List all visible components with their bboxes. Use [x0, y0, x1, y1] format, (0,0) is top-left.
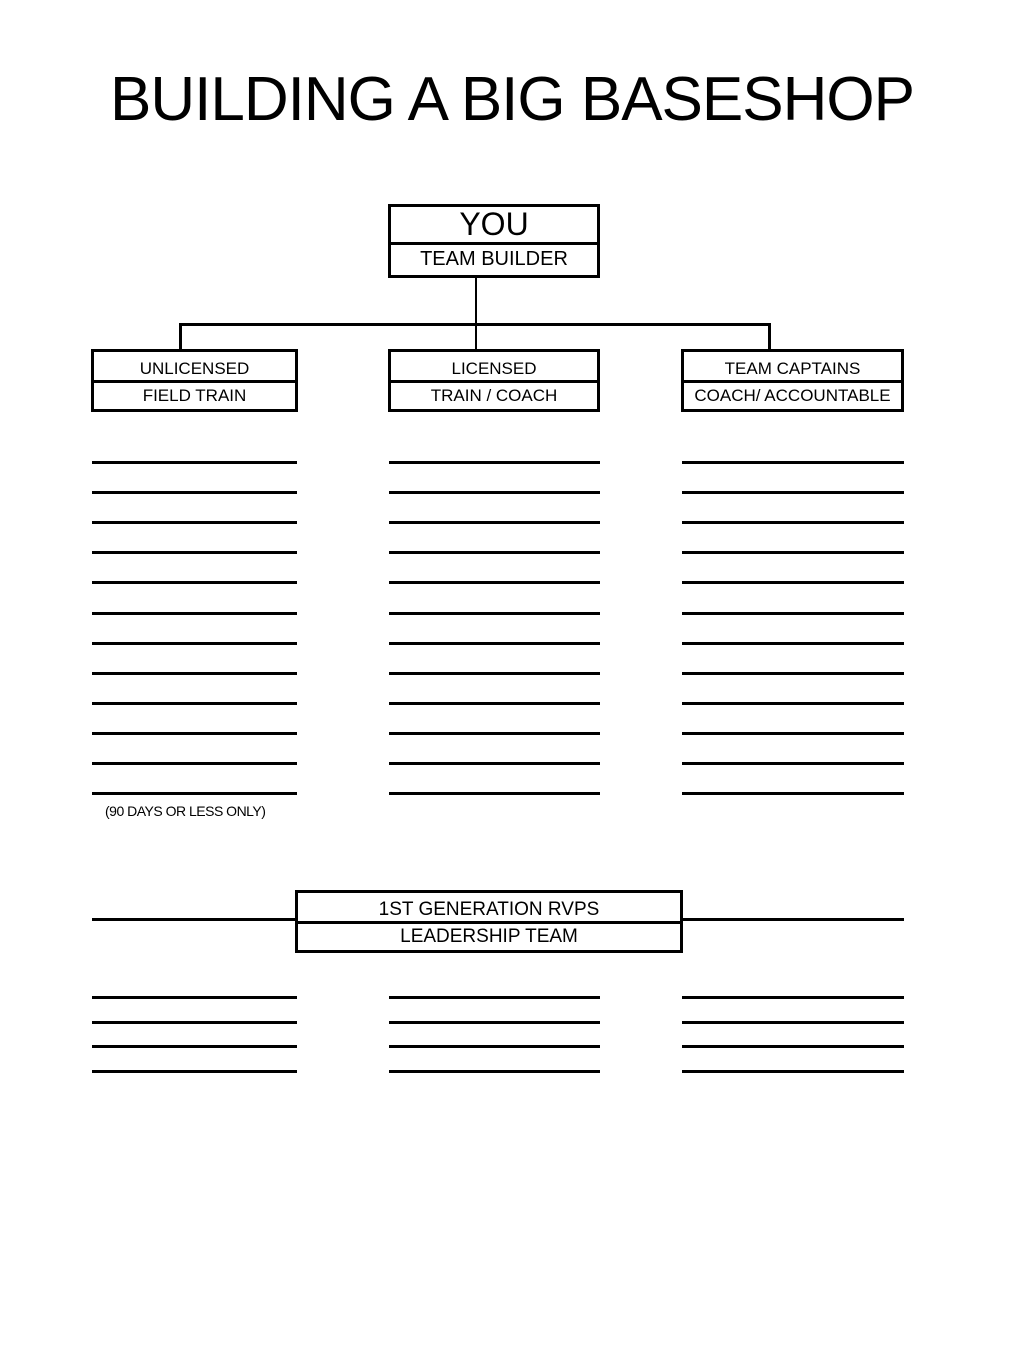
fill-in-line[interactable]: [92, 732, 297, 735]
rvp-box-bottom-label: LEADERSHIP TEAM: [400, 926, 578, 947]
fill-in-line[interactable]: [389, 612, 600, 615]
rvp-box: [295, 890, 683, 953]
fill-in-line[interactable]: [682, 732, 904, 735]
fill-in-line[interactable]: [389, 762, 600, 765]
fill-in-line[interactable]: [92, 792, 297, 795]
fill-in-line[interactable]: [92, 612, 297, 615]
fill-in-line[interactable]: [389, 581, 600, 584]
fill-in-line[interactable]: [682, 461, 904, 464]
fill-in-line[interactable]: [92, 672, 297, 675]
fill-in-line[interactable]: [92, 702, 297, 705]
fill-in-line[interactable]: [92, 1021, 297, 1024]
fill-in-line[interactable]: [682, 642, 904, 645]
rvp-box-top-label: 1ST GENERATION RVPS: [378, 899, 600, 920]
fill-in-line[interactable]: [389, 996, 600, 999]
fill-in-line[interactable]: [389, 702, 600, 705]
fill-in-line[interactable]: [682, 551, 904, 554]
connector-right-drop: [768, 323, 771, 350]
you-box: [388, 204, 600, 278]
fill-in-line[interactable]: [682, 521, 904, 524]
fill-in-line[interactable]: [389, 792, 600, 795]
fill-in-line[interactable]: [389, 551, 600, 554]
fill-in-line[interactable]: [682, 1070, 904, 1073]
column-box-top-label: LICENSED: [451, 359, 537, 378]
fill-in-line[interactable]: [682, 996, 904, 999]
fill-in-line[interactable]: [682, 491, 904, 494]
fill-in-line[interactable]: [389, 1045, 600, 1048]
fill-in-line[interactable]: [682, 762, 904, 765]
fill-in-line[interactable]: [92, 762, 297, 765]
fill-in-line[interactable]: [92, 521, 297, 524]
column-box-bottom-label: COACH/ ACCOUNTABLE: [694, 386, 891, 405]
fill-in-line[interactable]: [682, 792, 904, 795]
fill-in-line[interactable]: [389, 732, 600, 735]
rvp-right-line[interactable]: [682, 918, 904, 921]
connector-horizontal: [179, 323, 771, 326]
fill-in-line[interactable]: [389, 642, 600, 645]
column-box-bottom-label: FIELD TRAIN: [142, 386, 247, 405]
fill-in-line[interactable]: [389, 1021, 600, 1024]
fill-in-line[interactable]: [682, 1021, 904, 1024]
fill-in-line[interactable]: [92, 996, 297, 999]
you-box-bottom-label: TEAM BUILDER: [420, 248, 568, 270]
connector-vertical-main: [475, 278, 477, 350]
fill-in-line[interactable]: [92, 1045, 297, 1048]
fill-in-line[interactable]: [92, 642, 297, 645]
column-box-unlicensed: [91, 349, 298, 412]
fill-in-line[interactable]: [92, 491, 297, 494]
page-title: BUILDING A BIG BASESHOP: [110, 65, 914, 134]
fill-in-line[interactable]: [389, 461, 600, 464]
connector-left-drop: [179, 323, 182, 350]
fill-in-line[interactable]: [682, 612, 904, 615]
column-box-bottom-label: TRAIN / COACH: [430, 386, 558, 405]
you-box-top-label: YOU: [459, 207, 529, 242]
fill-in-line[interactable]: [682, 702, 904, 705]
column-box-top-label: TEAM CAPTAINS: [724, 359, 861, 378]
column-box-licensed: [388, 349, 600, 412]
fill-in-line[interactable]: [389, 1070, 600, 1073]
fill-in-line[interactable]: [682, 1045, 904, 1048]
fill-in-line[interactable]: [389, 672, 600, 675]
fill-in-line[interactable]: [389, 491, 600, 494]
fill-in-line[interactable]: [682, 672, 904, 675]
days-note: (90 DAYS OR LESS ONLY): [105, 803, 266, 819]
fill-in-line[interactable]: [389, 521, 600, 524]
fill-in-line[interactable]: [92, 1070, 297, 1073]
fill-in-line[interactable]: [682, 581, 904, 584]
rvp-left-line[interactable]: [92, 918, 297, 921]
column-box-top-label: UNLICENSED: [139, 359, 250, 378]
fill-in-line[interactable]: [92, 581, 297, 584]
fill-in-line[interactable]: [92, 461, 297, 464]
column-box-team-captains: [681, 349, 904, 412]
fill-in-line[interactable]: [92, 551, 297, 554]
